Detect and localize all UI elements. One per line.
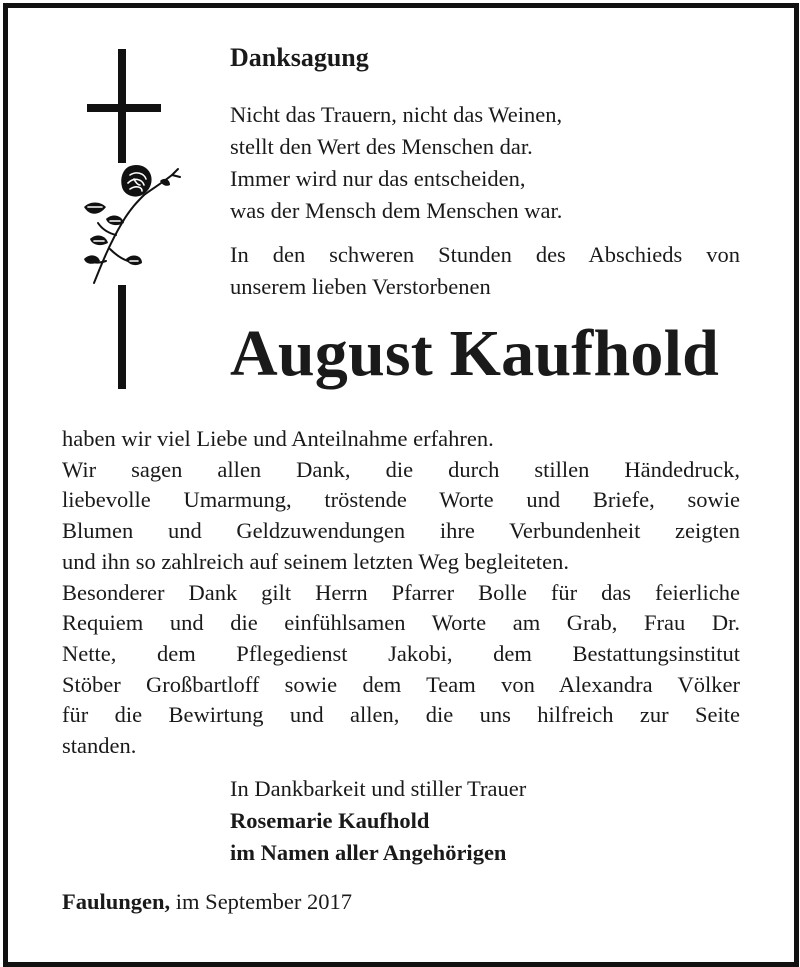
cross-bar [87, 104, 161, 112]
body-line: Requiem und die einfühlsamen Worte am Grab, Frau Dr. [62, 610, 740, 636]
place: Faulungen, [62, 889, 171, 914]
thanks-body [62, 424, 740, 762]
signatory-note: im Namen aller Angehörigen [230, 840, 507, 865]
deceased-name: August Kaufhold [230, 317, 720, 390]
poem-line: Immer wird nur das entscheiden, [230, 166, 526, 191]
body-line: liebevolle Umarmung, tröstende Worte und Briefe, sowie [62, 487, 740, 513]
closing-line: In Dankbarkeit und stiller Trauer [230, 776, 527, 801]
notice-heading: Danksagung [230, 43, 369, 72]
body-line: Stöber Großbartloff sowie dem Team von Alexandra Völker [62, 671, 740, 697]
body-line: Besonderer Dank gilt Herrn Pfarrer Bolle für das feierliche [62, 579, 740, 605]
signatory-name: Rosemarie Kaufhold [230, 808, 430, 833]
body-line: standen. [62, 733, 137, 759]
body-line: und ihn so zahlreich auf seinem letzten Weg begleiteten. [62, 548, 569, 574]
body-line: Wir sagen allen Dank, die durch stillen Händedruck, [62, 456, 740, 482]
poem-line: was der Mensch dem Menschen war. [230, 198, 563, 223]
rose-icon [80, 163, 192, 285]
body-line: Blumen und Geldzuwendungen ihre Verbundenheit zeigten [62, 518, 740, 544]
poem [230, 99, 562, 227]
poem-line: Nicht das Trauern, nicht das Weinen, [230, 102, 563, 127]
place-date [62, 886, 352, 918]
body-line: haben wir viel Liebe und Anteilnahme erfahren. [62, 426, 494, 451]
intro-line: unserem lieben Verstorbenen [230, 274, 491, 299]
intro-text [230, 239, 740, 303]
body-line: für die Bewirtung und allen, die uns hilfreich zur Seite [62, 702, 740, 728]
date: im September 2017 [175, 889, 353, 914]
body-line: Nette, dem Pflegedienst Jakobi, dem Bestattungsinstitut [62, 640, 740, 666]
signature-block [230, 773, 526, 869]
poem-line: stellt den Wert des Menschen dar. [230, 134, 533, 159]
intro-line: In den schweren Stunden des Abschieds von [230, 242, 740, 267]
